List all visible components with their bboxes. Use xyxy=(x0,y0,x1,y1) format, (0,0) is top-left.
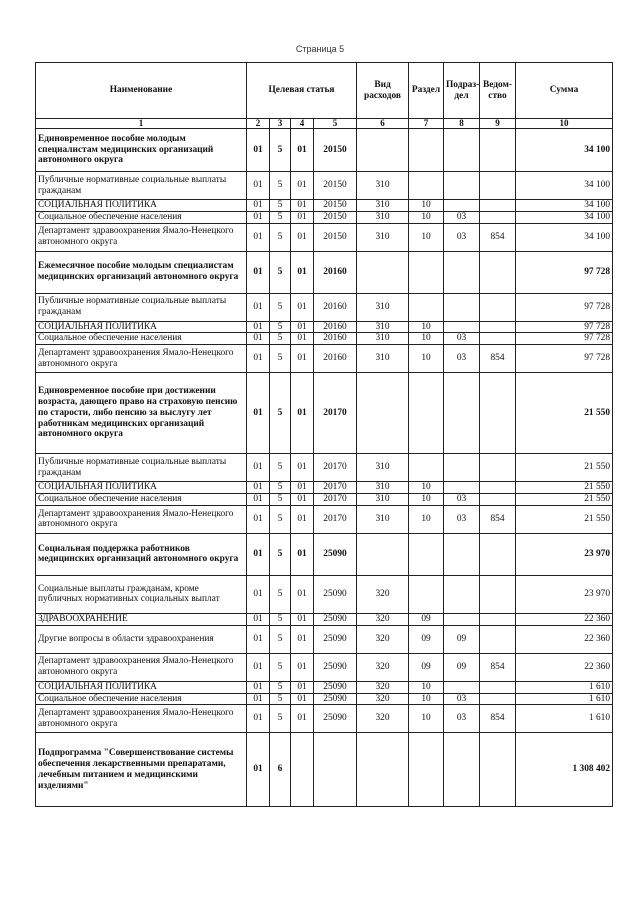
cell-c3: 01 xyxy=(291,625,314,653)
cell-c2: 5 xyxy=(270,625,291,653)
header-amount: Сумма xyxy=(516,63,613,119)
cell-sum: 97 728 xyxy=(516,293,613,321)
cell-c2: 5 xyxy=(270,211,291,223)
cell-sum: 97 728 xyxy=(516,321,613,333)
cell-name: Департамент здравоохранения Ямало-Ненецкого автономного округа xyxy=(36,505,247,533)
cell-pr xyxy=(444,681,480,693)
cell-c4: 20170 xyxy=(314,494,357,506)
table-row xyxy=(36,575,613,613)
cell-ved xyxy=(480,333,516,345)
page-label: Страница 5 xyxy=(295,44,345,54)
cell-c2: 5 xyxy=(270,693,291,705)
cell-ved xyxy=(480,625,516,653)
cell-c1: 01 xyxy=(247,200,270,212)
column-number: 3 xyxy=(270,119,291,129)
cell-pr xyxy=(444,293,480,321)
cell-pr: 03 xyxy=(444,333,480,345)
cell-pr: 03 xyxy=(444,345,480,373)
cell-c1: 01 xyxy=(247,575,270,613)
cell-vr: 310 xyxy=(357,211,409,223)
cell-sum: 21 550 xyxy=(516,454,613,482)
cell-name: Социальное обеспечение населения xyxy=(36,333,247,345)
table-row xyxy=(36,345,613,373)
cell-vr xyxy=(357,733,409,807)
cell-vr: 320 xyxy=(357,681,409,693)
cell-pr xyxy=(444,482,480,494)
cell-rz: 09 xyxy=(409,613,444,625)
cell-rz: 10 xyxy=(409,345,444,373)
cell-rz: 10 xyxy=(409,705,444,733)
cell-vr xyxy=(357,533,409,575)
header-row xyxy=(36,63,613,119)
cell-c3 xyxy=(291,733,314,807)
cell-ved xyxy=(480,613,516,625)
cell-c4: 25090 xyxy=(314,575,357,613)
column-number: 9 xyxy=(480,119,516,129)
cell-vr: 310 xyxy=(357,505,409,533)
cell-c4: 25090 xyxy=(314,681,357,693)
cell-sum: 97 728 xyxy=(516,345,613,373)
cell-c3: 01 xyxy=(291,373,314,454)
cell-ved xyxy=(480,533,516,575)
cell-rz: 10 xyxy=(409,211,444,223)
cell-c3: 01 xyxy=(291,333,314,345)
cell-name: Ежемесячное пособие молодым специалистам медицинских организаций автономного округа xyxy=(36,251,247,293)
cell-c4: 20160 xyxy=(314,293,357,321)
table-row xyxy=(36,653,613,681)
cell-vr: 310 xyxy=(357,321,409,333)
cell-c4: 25090 xyxy=(314,705,357,733)
column-number: 1 xyxy=(36,119,247,129)
cell-sum: 34 100 xyxy=(516,129,613,172)
cell-ved xyxy=(480,373,516,454)
cell-pr xyxy=(444,172,480,200)
cell-pr: 03 xyxy=(444,505,480,533)
cell-c1: 01 xyxy=(247,653,270,681)
table-row xyxy=(36,223,613,251)
cell-c4: 20170 xyxy=(314,505,357,533)
cell-vr: 310 xyxy=(357,223,409,251)
cell-ved xyxy=(480,733,516,807)
cell-c4: 20170 xyxy=(314,482,357,494)
cell-name: Публичные нормативные социальные выплаты гражданам xyxy=(36,454,247,482)
cell-c3: 01 xyxy=(291,293,314,321)
cell-vr: 320 xyxy=(357,613,409,625)
cell-c1: 01 xyxy=(247,693,270,705)
cell-c1: 01 xyxy=(247,223,270,251)
cell-name: Департамент здравоохранения Ямало-Ненецкого автономного округа xyxy=(36,705,247,733)
cell-c4: 20170 xyxy=(314,454,357,482)
cell-vr xyxy=(357,251,409,293)
table-row xyxy=(36,494,613,506)
cell-c4: 20160 xyxy=(314,251,357,293)
cell-c3: 01 xyxy=(291,494,314,506)
cell-name: СОЦИАЛЬНАЯ ПОЛИТИКА xyxy=(36,681,247,693)
cell-rz: 10 xyxy=(409,321,444,333)
cell-pr: 03 xyxy=(444,693,480,705)
cell-sum: 22 360 xyxy=(516,653,613,681)
cell-vr: 310 xyxy=(357,293,409,321)
cell-pr xyxy=(444,129,480,172)
cell-sum: 97 728 xyxy=(516,333,613,345)
cell-name: СОЦИАЛЬНАЯ ПОЛИТИКА xyxy=(36,200,247,212)
cell-vr: 320 xyxy=(357,575,409,613)
cell-c3: 01 xyxy=(291,454,314,482)
cell-pr xyxy=(444,251,480,293)
cell-c1: 01 xyxy=(247,293,270,321)
column-number: 10 xyxy=(516,119,613,129)
cell-name: СОЦИАЛЬНАЯ ПОЛИТИКА xyxy=(36,321,247,333)
cell-name: Подпрограмма "Совершенствование системы обеспечения лекарственными препаратами, лечебным питанием и медицинскими изделиями" xyxy=(36,733,247,807)
cell-ved xyxy=(480,494,516,506)
cell-vr: 320 xyxy=(357,625,409,653)
cell-sum: 34 100 xyxy=(516,172,613,200)
cell-c4: 20160 xyxy=(314,345,357,373)
cell-name: Социальное обеспечение населения xyxy=(36,494,247,506)
table-row xyxy=(36,625,613,653)
cell-c1: 01 xyxy=(247,345,270,373)
cell-c1: 01 xyxy=(247,625,270,653)
cell-vr: 310 xyxy=(357,172,409,200)
cell-name: Единовременное пособие при достижении возраста, дающего право на страховую пенсию по старости, либо пенсию за выслугу лет работникам медицинских организаций автономного округа xyxy=(36,373,247,454)
cell-ved xyxy=(480,211,516,223)
cell-c2: 5 xyxy=(270,454,291,482)
cell-c4: 20150 xyxy=(314,172,357,200)
cell-name: Социальные выплаты гражданам, кроме публичных нормативных социальных выплат xyxy=(36,575,247,613)
cell-sum: 22 360 xyxy=(516,613,613,625)
cell-rz xyxy=(409,172,444,200)
cell-c2: 5 xyxy=(270,293,291,321)
cell-c1: 01 xyxy=(247,482,270,494)
cell-sum: 21 550 xyxy=(516,482,613,494)
cell-c2: 5 xyxy=(270,172,291,200)
cell-c3: 01 xyxy=(291,705,314,733)
cell-rz xyxy=(409,251,444,293)
cell-c1: 01 xyxy=(247,705,270,733)
cell-c4: 25090 xyxy=(314,613,357,625)
cell-pr xyxy=(444,200,480,212)
table-row xyxy=(36,454,613,482)
cell-pr xyxy=(444,533,480,575)
table-row xyxy=(36,533,613,575)
cell-c1: 01 xyxy=(247,454,270,482)
cell-rz: 10 xyxy=(409,333,444,345)
cell-c4: 25090 xyxy=(314,653,357,681)
cell-vr: 310 xyxy=(357,482,409,494)
cell-sum: 23 970 xyxy=(516,575,613,613)
cell-c4: 20150 xyxy=(314,211,357,223)
cell-ved xyxy=(480,200,516,212)
cell-rz xyxy=(409,293,444,321)
cell-c3: 01 xyxy=(291,681,314,693)
cell-vr: 320 xyxy=(357,705,409,733)
table-row xyxy=(36,705,613,733)
cell-c3: 01 xyxy=(291,505,314,533)
column-number: 8 xyxy=(444,119,480,129)
column-number: 6 xyxy=(357,119,409,129)
cell-pr: 09 xyxy=(444,625,480,653)
cell-pr xyxy=(444,613,480,625)
header-expense-type: Вид расходов xyxy=(357,63,409,119)
cell-c4: 20150 xyxy=(314,223,357,251)
cell-vr: 320 xyxy=(357,693,409,705)
cell-pr xyxy=(444,575,480,613)
cell-c4: 20160 xyxy=(314,333,357,345)
cell-c3: 01 xyxy=(291,693,314,705)
cell-vr: 310 xyxy=(357,333,409,345)
cell-c1: 01 xyxy=(247,613,270,625)
cell-c3: 01 xyxy=(291,223,314,251)
budget-table xyxy=(35,62,613,807)
cell-pr: 03 xyxy=(444,705,480,733)
cell-ved xyxy=(480,454,516,482)
cell-name: ЗДРАВООХРАНЕНИЕ xyxy=(36,613,247,625)
cell-c1: 01 xyxy=(247,129,270,172)
cell-ved: 854 xyxy=(480,653,516,681)
cell-c2: 5 xyxy=(270,373,291,454)
cell-c2: 5 xyxy=(270,575,291,613)
cell-rz: 10 xyxy=(409,505,444,533)
column-number: 7 xyxy=(409,119,444,129)
cell-c2: 5 xyxy=(270,321,291,333)
header-department: Ведом-ство xyxy=(480,63,516,119)
column-number: 5 xyxy=(314,119,357,129)
cell-ved xyxy=(480,129,516,172)
cell-ved xyxy=(480,693,516,705)
cell-c3: 01 xyxy=(291,345,314,373)
table-row xyxy=(36,321,613,333)
cell-name: Социальное обеспечение населения xyxy=(36,211,247,223)
table-row xyxy=(36,482,613,494)
cell-rz xyxy=(409,533,444,575)
cell-c2: 5 xyxy=(270,533,291,575)
cell-c4: 20150 xyxy=(314,200,357,212)
cell-rz xyxy=(409,373,444,454)
cell-sum: 34 100 xyxy=(516,211,613,223)
cell-sum: 21 550 xyxy=(516,505,613,533)
header-subsection: Подраз-дел xyxy=(444,63,480,119)
cell-name: Социальное обеспечение населения xyxy=(36,693,247,705)
cell-c3: 01 xyxy=(291,321,314,333)
cell-pr: 09 xyxy=(444,653,480,681)
header-name: Наименование xyxy=(36,63,247,119)
table-row xyxy=(36,733,613,807)
cell-sum: 23 970 xyxy=(516,533,613,575)
cell-sum: 21 550 xyxy=(516,494,613,506)
cell-c1: 01 xyxy=(247,333,270,345)
cell-pr xyxy=(444,454,480,482)
cell-name: Публичные нормативные социальные выплаты гражданам xyxy=(36,293,247,321)
cell-name: Единовременное пособие молодым специалистам медицинских организаций автономного округа xyxy=(36,129,247,172)
cell-name: Другие вопросы в области здравоохранения xyxy=(36,625,247,653)
cell-c3: 01 xyxy=(291,172,314,200)
column-number-row xyxy=(36,119,613,129)
cell-name: Департамент здравоохранения Ямало-Ненецкого автономного округа xyxy=(36,653,247,681)
cell-vr: 310 xyxy=(357,345,409,373)
table-row xyxy=(36,505,613,533)
cell-c1: 01 xyxy=(247,251,270,293)
cell-sum: 1 610 xyxy=(516,705,613,733)
cell-c4: 20150 xyxy=(314,129,357,172)
cell-c2: 5 xyxy=(270,653,291,681)
cell-ved: 854 xyxy=(480,223,516,251)
cell-ved: 854 xyxy=(480,705,516,733)
cell-pr xyxy=(444,373,480,454)
cell-c4: 25090 xyxy=(314,693,357,705)
cell-c2: 5 xyxy=(270,251,291,293)
cell-c1: 01 xyxy=(247,321,270,333)
cell-rz: 10 xyxy=(409,693,444,705)
cell-ved xyxy=(480,293,516,321)
cell-pr: 03 xyxy=(444,223,480,251)
cell-c4: 20170 xyxy=(314,373,357,454)
cell-rz: 10 xyxy=(409,200,444,212)
cell-vr xyxy=(357,373,409,454)
table-row xyxy=(36,172,613,200)
cell-c2: 5 xyxy=(270,705,291,733)
table-row xyxy=(36,211,613,223)
header-section: Раздел xyxy=(409,63,444,119)
cell-c3: 01 xyxy=(291,211,314,223)
cell-c2: 5 xyxy=(270,681,291,693)
cell-c2: 5 xyxy=(270,129,291,172)
table-row xyxy=(36,251,613,293)
table-row xyxy=(36,333,613,345)
table-row xyxy=(36,693,613,705)
cell-c3: 01 xyxy=(291,251,314,293)
cell-c3: 01 xyxy=(291,533,314,575)
cell-ved xyxy=(480,172,516,200)
cell-sum: 1 610 xyxy=(516,681,613,693)
cell-c1: 01 xyxy=(247,733,270,807)
cell-ved xyxy=(480,251,516,293)
cell-c4: 25090 xyxy=(314,533,357,575)
table-row xyxy=(36,613,613,625)
cell-sum: 34 100 xyxy=(516,200,613,212)
cell-name: Социальная поддержка работников медицинских организаций автономного округа xyxy=(36,533,247,575)
cell-c3: 01 xyxy=(291,129,314,172)
cell-rz xyxy=(409,129,444,172)
cell-c1: 01 xyxy=(247,172,270,200)
cell-sum: 97 728 xyxy=(516,251,613,293)
cell-c3: 01 xyxy=(291,200,314,212)
cell-pr: 03 xyxy=(444,211,480,223)
cell-c2: 5 xyxy=(270,223,291,251)
cell-c3: 01 xyxy=(291,575,314,613)
table-row xyxy=(36,293,613,321)
cell-sum: 22 360 xyxy=(516,625,613,653)
cell-c1: 01 xyxy=(247,211,270,223)
cell-pr: 03 xyxy=(444,494,480,506)
cell-c4 xyxy=(314,733,357,807)
cell-c2: 5 xyxy=(270,505,291,533)
cell-rz xyxy=(409,575,444,613)
cell-name: СОЦИАЛЬНАЯ ПОЛИТИКА xyxy=(36,482,247,494)
cell-c1: 01 xyxy=(247,373,270,454)
cell-c2: 5 xyxy=(270,345,291,373)
cell-c4: 20160 xyxy=(314,321,357,333)
cell-c3: 01 xyxy=(291,482,314,494)
cell-vr: 310 xyxy=(357,200,409,212)
cell-c2: 5 xyxy=(270,333,291,345)
column-number: 2 xyxy=(247,119,270,129)
cell-rz: 09 xyxy=(409,653,444,681)
cell-sum: 1 308 402 xyxy=(516,733,613,807)
cell-c3: 01 xyxy=(291,613,314,625)
table-row xyxy=(36,200,613,212)
cell-rz: 10 xyxy=(409,223,444,251)
cell-ved xyxy=(480,681,516,693)
cell-rz: 10 xyxy=(409,482,444,494)
cell-sum: 34 100 xyxy=(516,223,613,251)
cell-rz: 10 xyxy=(409,494,444,506)
cell-sum: 21 550 xyxy=(516,373,613,454)
table-row xyxy=(36,681,613,693)
cell-ved xyxy=(480,321,516,333)
cell-vr: 310 xyxy=(357,494,409,506)
cell-c1: 01 xyxy=(247,505,270,533)
header-target: Целевая статья xyxy=(247,63,357,119)
cell-c2: 5 xyxy=(270,494,291,506)
cell-c2: 5 xyxy=(270,482,291,494)
cell-name: Департамент здравоохранения Ямало-Ненецкого автономного округа xyxy=(36,345,247,373)
cell-ved: 854 xyxy=(480,505,516,533)
cell-ved xyxy=(480,482,516,494)
cell-pr xyxy=(444,321,480,333)
cell-ved: 854 xyxy=(480,345,516,373)
table-row xyxy=(36,129,613,172)
cell-name: Публичные нормативные социальные выплаты гражданам xyxy=(36,172,247,200)
cell-rz xyxy=(409,733,444,807)
cell-pr xyxy=(444,733,480,807)
cell-c1: 01 xyxy=(247,681,270,693)
cell-c4: 25090 xyxy=(314,625,357,653)
cell-c1: 01 xyxy=(247,494,270,506)
cell-rz: 10 xyxy=(409,681,444,693)
cell-sum: 1 610 xyxy=(516,693,613,705)
cell-c2: 5 xyxy=(270,613,291,625)
cell-c2: 5 xyxy=(270,200,291,212)
cell-rz xyxy=(409,454,444,482)
cell-c3: 01 xyxy=(291,653,314,681)
table-row xyxy=(36,373,613,454)
cell-vr xyxy=(357,129,409,172)
column-number: 4 xyxy=(291,119,314,129)
cell-rz: 09 xyxy=(409,625,444,653)
cell-c1: 01 xyxy=(247,533,270,575)
cell-ved xyxy=(480,575,516,613)
cell-c2: 6 xyxy=(270,733,291,807)
table-body xyxy=(36,129,613,807)
cell-vr: 320 xyxy=(357,653,409,681)
cell-name: Департамент здравоохранения Ямало-Ненецкого автономного округа xyxy=(36,223,247,251)
cell-vr: 310 xyxy=(357,454,409,482)
